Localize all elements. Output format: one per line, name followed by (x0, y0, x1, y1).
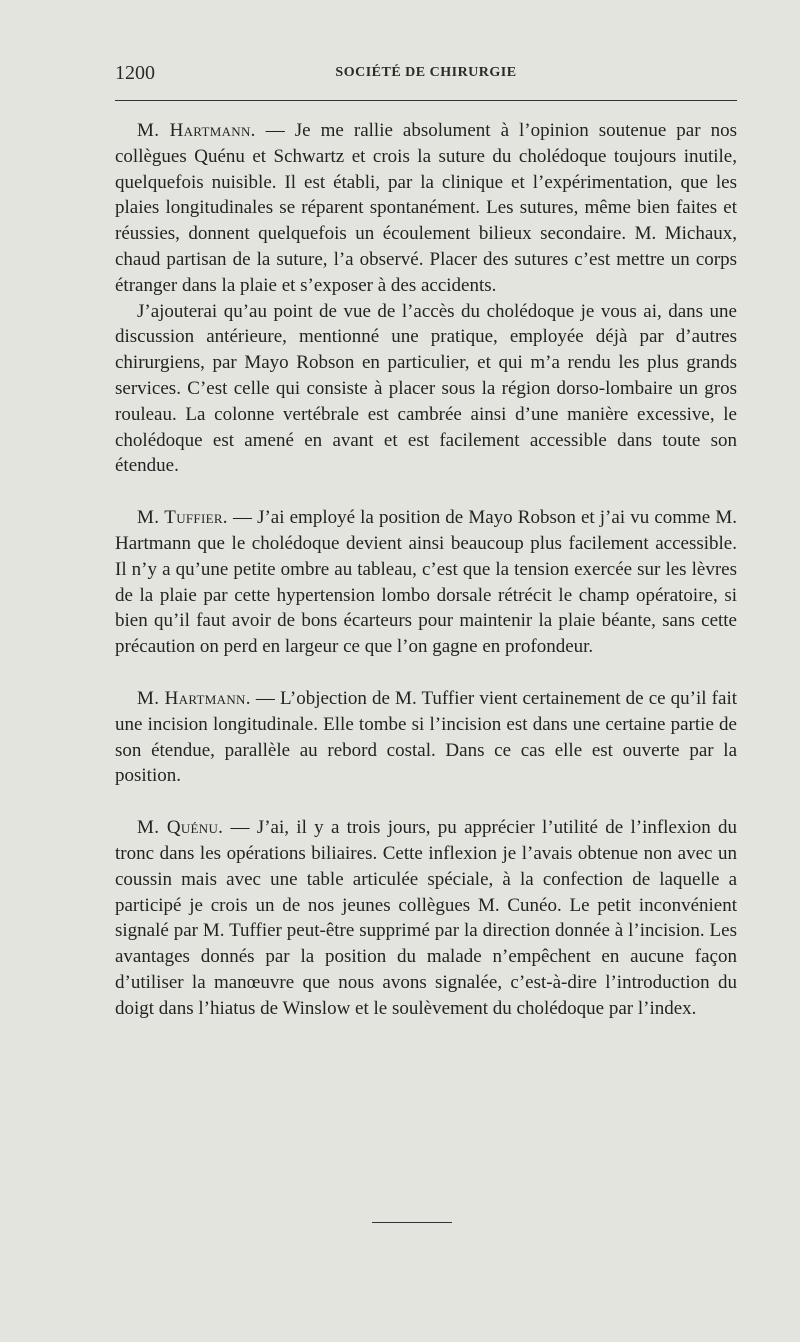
speaker-name: M. Hartmann. (137, 687, 251, 709)
paragraph-text: — J’ai employé la position de Mayo Robson et j’ai vu comme M. Hartmann que le cholédoque devient ainsi beaucoup plus facilement accessible. Il n’y a qu’une petite ombre au tableau, c’est que la tension exercée sur les lèvres de la plaie par cette hypertension lombo dorsale rétrécit le champ opératoire, si bien qu’il faut avoir de bons écarteurs pour maintenir la plaie béante, sans cette précaution on perd en largeur ce que l’on gagne en profondeur. (115, 507, 737, 658)
paragraph-quenu (115, 815, 737, 1021)
paragraph-text: — L’objection de M. Tuffier vient certainement de ce qu’il fait une incision longitudinale. Elle tombe si l’incision est dans une certaine partie de son étendue, parallèle au rebord costal. Dans ce cas elle est ouverte par la position. (115, 687, 737, 787)
speaker-name: M. Tuffier. (137, 507, 228, 529)
paragraph-text: — Je me rallie absolument à l’opinion soutenue par nos collègues Quénu et Schwartz et crois la suture du cholédoque toujours inutile, quelquefois nuisible. Il est établi, par la clinique et l’expérimentation, que les plaies longitudinales se réparent spontanément. Les sutures, même bien faites et réussies, donnent quelquefois un écoulement bilieux secondaire. M. Michaux, chaud partisan de la suture, l’a observé. Placer des sutures c’est mettre un corps étranger dans la plaie et s’exposer à des accidents. (115, 120, 737, 296)
running-head: SOCIÉTÉ DE CHIRURGIE (335, 65, 517, 80)
header-divider (115, 100, 737, 101)
paragraph-text: — J’ai, il y a trois jours, pu apprécier l’utilité de l’inflexion du tronc dans les opérations biliaires. Cette inflexion je l’avais obtenue non avec un coussin mais avec une table articulée spéciale, à la confection de laquelle a participé je crois un de nos jeunes collègues M. Cunéo. Le petit inconvénient signalé par M. Tuffier peut-être supprimé par la direction donnée à l’incision. Les avantages donnés par la position du malade n’empêchent en aucune façon d’utiliser la manœuvre que nous avons signalée, c’est-à-dire l’introduction du doigt dans l’hiatus de Winslow et le soulèvement du cholédoque par l’index. (115, 817, 738, 1019)
paragraph-hartmann-2 (115, 299, 737, 480)
paragraph-text: J’ajouterai qu’au point de vue de l’accès du cholédoque je vous ai, dans une discussion antérieure, mentionné une pratique, employée déjà par d’autres chirurgiens, par Mayo Robson en particulier, et qui m’a rendu les plus grands services. C’est celle qui consiste à placer sous la région dorso-lombaire un gros rouleau. La colonne vertébrale est cambrée ainsi d’une manière excessive, le cholédoque est amené en avant et est facilement accessible dans toute son étendue. (115, 300, 737, 477)
paragraph-hartmann-3 (115, 686, 737, 789)
speaker-name: M. Quénu. (137, 817, 224, 839)
page-number: 1200 (115, 62, 155, 84)
page-header (115, 62, 737, 86)
body-text (115, 118, 737, 1022)
section-end-rule (372, 1222, 452, 1223)
paragraph-hartmann-1 (115, 118, 737, 299)
speaker-name: M. Hartmann. (137, 120, 256, 141)
paragraph-tuffier (115, 505, 737, 660)
